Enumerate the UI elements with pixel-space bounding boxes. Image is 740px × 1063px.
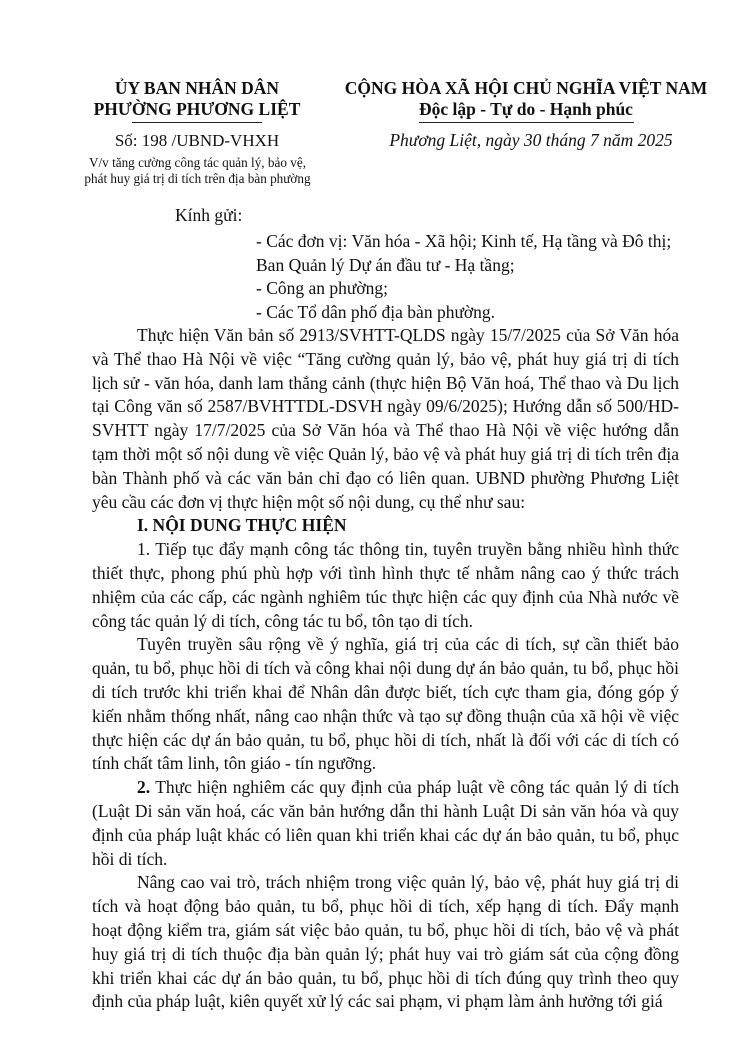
intro-paragraph: Thực hiện Văn bản số 2913/SVHTT-QLDS ngày 15/7/2025 của Sở Văn hóa và Thể thao Hà Nội về việc “Tăng cường quản lý, bảo vệ, phát huy giá trị di tích lịch sử - văn hóa, danh lam thắng cảnh (thực hiện Bộ Văn hoá, Thể thao và Du lịch tại Công văn số 2587/BVHTTDL-DSVH ngày 09/6/2025); Hướng dẫn số 500/HD-SVHTT ngày 17/7/2025 của Sở Văn hóa và Thể thao Hà Nội về việc hướng dẫn tạm thời một số nội dung về việc Quản lý, bảo vệ và phát huy giá trị di tích trên địa bàn Thành phố và các văn bản chỉ đạo có liên quan. UBND phường Phương Liệt yêu cầu các đơn vị thực hiện một số nội dung, cụ thể như sau: (92, 325, 679, 512)
agency-name-line1: ỦY BAN NHÂN DÂN (114, 78, 280, 98)
recipients-label: Kính gửi: (175, 205, 243, 225)
item-2-number: 2. (137, 777, 151, 798)
document-number: Số: 198 /UBND-VHXH (114, 131, 280, 150)
propaganda-paragraph: Tuyên truyền sâu rộng về ý nghĩa, giá trị của các di tích, sự cần thiết bảo quản, tu bổ, phục hồi di tích và công khai nội dung dự án bảo quản, tu bổ, phục hồi di tích trước khi triển khai để Nhân dân được biết, tích cực tham gia, đóng góp ý kiến nhằm thống nhất, nâng cao nhận thức và tạo sự đồng thuận của xã hội về việc thực hiện các dự án bảo quản, tu bổ, phục hồi di tích, nhất là đối với các di tích có tính chất tâm linh, tôn giáo - tín ngưỡng. (92, 634, 679, 774)
recipients-list (256, 230, 671, 324)
item-1-paragraph: 1. Tiếp tục đẩy mạnh công tác thông tin, tuyên truyền bằng nhiều hình thức thiết thực, phong phú phù hợp với tình hình thực tế nhằm nâng cao ý thức trách nhiệm của các cấp, các ngành nghiêm túc thực hiện các quy định của Nhà nước về công tác quản lý di tích, công tác tu bổ, tôn tạo di tích. (92, 539, 679, 631)
section-heading: I. NỘI DUNG THỰC HIỆN (137, 515, 347, 536)
agency-name-line2: PHƯỜNG PHƯƠNG LIỆT (93, 99, 301, 119)
nation-name: CỘNG HÒA XÃ HỘI CHỦ NGHĨA VIỆT NAM (344, 78, 708, 98)
document-subject (50, 155, 345, 187)
recipient-item: Ban Quản lý Dự án đầu tư - Hạ tầng; (256, 254, 515, 275)
issuing-agency-block (62, 78, 332, 123)
recipient-item: - Các Tổ dân phố địa bàn phường. (256, 301, 496, 322)
role-paragraph: Nâng cao vai trò, trách nhiệm trong việc quản lý, bảo vệ, phát huy giá trị di tích và hoạt động bảo quản, tu bổ, phục hồi di tích, xếp hạng di tích. Đẩy mạnh hoạt động kiểm tra, giám sát việc bảo quản, tu bổ, phục hồi di tích, bảo vệ và phát huy giá trị di tích thuộc địa bàn quản lý; phát huy vai trò giám sát của cộng đồng khi triển khai các dự án bảo quản, tu bổ, phục hồi di tích đúng quy trình theo quy định của pháp luật, kiên quyết xử lý các sai phạm, vi phạm làm ảnh hưởng tới giá (92, 872, 679, 1012)
subject-line-1: V/v tăng cường công tác quản lý, bảo vệ, (88, 155, 306, 170)
motto-underline (419, 122, 634, 123)
agency-underline (132, 122, 262, 123)
subject-line-2: phát huy giá trị di tích trên địa bàn phường (84, 171, 311, 186)
item-2-text: Thực hiện nghiêm các quy định của pháp luật về công tác quản lý di tích (Luật Di sản văn hoá, các văn bản hướng dẫn thi hành Luật Di sản văn hóa và quy định của pháp luật khác có liên quan khi triển khai các dự án bảo quản, tu bổ, phục hồi di tích. (92, 777, 679, 869)
nation-motto: Độc lập - Tự do - Hạnh phúc (419, 99, 633, 119)
recipient-item: - Các đơn vị: Văn hóa - Xã hội; Kinh tế, Hạ tầng và Đô thị; (256, 231, 672, 251)
national-motto-block (330, 78, 722, 123)
place-and-date: Phương Liệt, ngày 30 tháng 7 năm 2025 (389, 130, 673, 150)
item-2-paragraph (92, 776, 679, 871)
document-body (92, 324, 679, 1014)
recipient-item: - Công an phường; (256, 278, 388, 298)
